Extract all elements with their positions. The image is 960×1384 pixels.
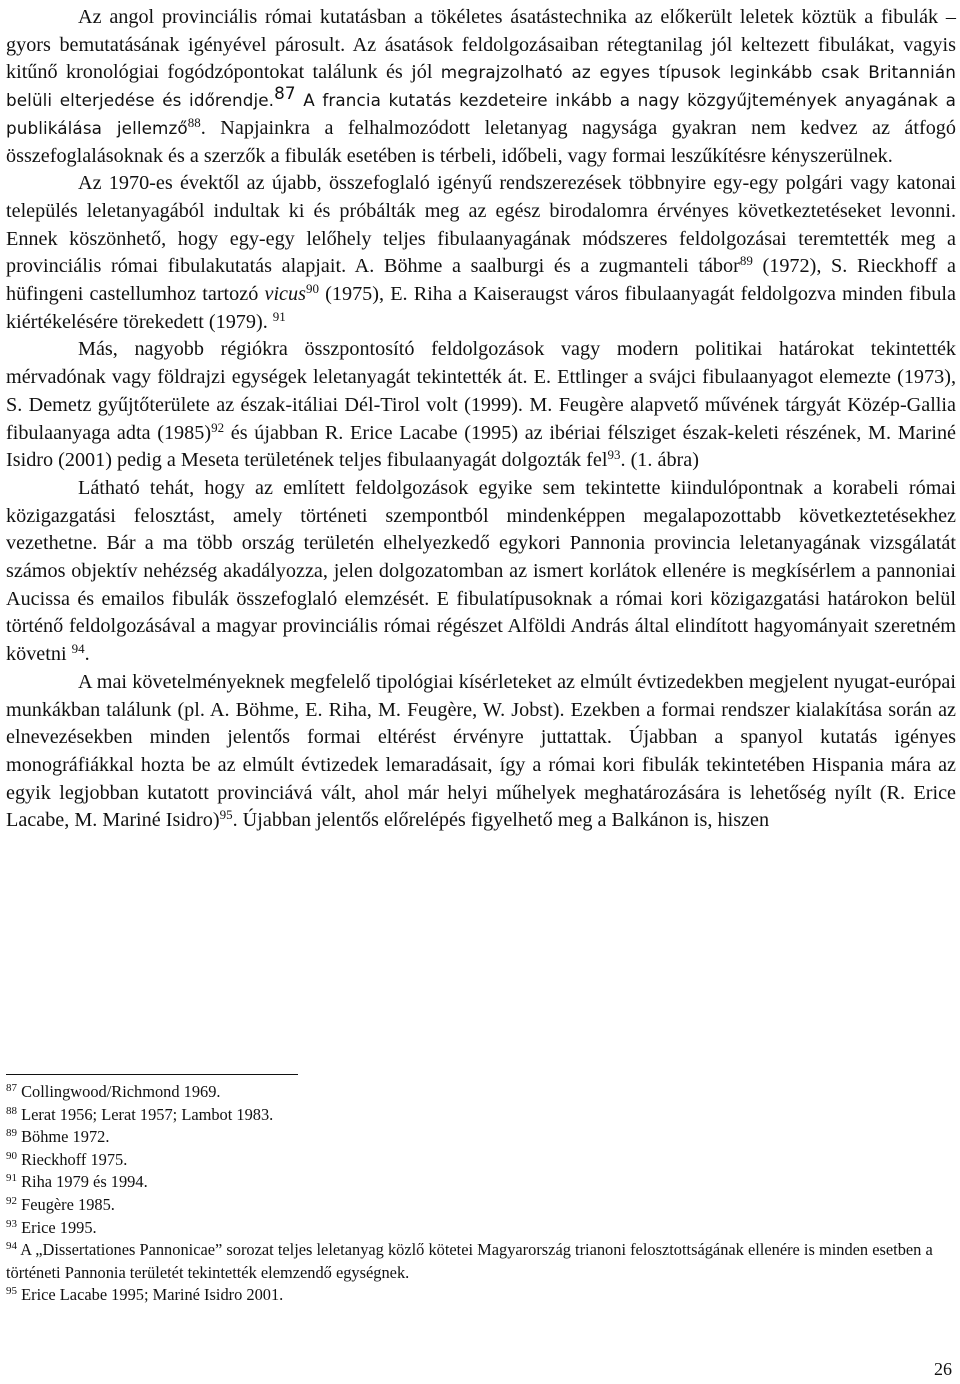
paragraph-5-text-a: A mai követelményeknek megfelelő tipológiai kísérleteket az elmúlt évtizedekben megjelent nyugat-európai munkákban találunk (pl. A. Böhme, E. Riha, M. Feugère, W. Jobst). Ezekben a formai rendszer kialakítása során az elnevezésekben minden jelentős formai eltérést érvényre juttattak. Újabban a spanyol kutatás igényes monográfiákkal hozta be az elmúlt évtizedek lemaradásait, így a római kori fibulák tekintetében Hispania mára az egyik legjobban kutatott provinciává vált, ahol már helyi műhelyek meghatározására is lehetőség nyílt (R. Erice Lacabe, M. Mariné Isidro) xyxy=(6,670,956,832)
paragraph-2-text-c: (1975), E. Riha a Kaiseraugst város fibulaanyagát feldolgozva minden fibula kiértékelésére törekedett (1979). xyxy=(6,283,956,333)
footnote-87 xyxy=(6,1081,956,1104)
page-number: 26 xyxy=(934,1359,952,1379)
footnote-92 xyxy=(6,1194,956,1217)
footnote-90 xyxy=(6,1149,956,1172)
paragraph-3-text-a: Más, nagyobb régiókra összpontosító feldolgozások vagy modern politikai határokat tekintették mérvadónak vagy földrajzi egységek leletanyagát tekintették át. E. Ettlinger a svájci fibulaanyagot elemezte (1973), S. Demetz gyűjtőterülete az észak-itáliai Dél-Tirol volt (1999). M. Feugère alapvető művének tárgyát Közép-Gallia fibulaanyaga adta (1985) xyxy=(6,338,956,444)
footnote-text: A „Dissertationes Pannonicae” sorozat teljes leletanyag közlő kötetei Magyarország trianoni felosztottságának ellenére is minden esetben a történeti Pannonia területét tekintették elemzendő egységnek. xyxy=(6,1240,933,1282)
paragraph-4-text-a: Látható tehát, hogy az említett feldolgozások egyike sem tekintette kiindulópontnak a korabeli római közigazgatási felosztást, amely történeti szempontból mindenképpen megalapozottabb következtetésekhez vezethetne. Bár a ma több ország területén elhelyezkedő egykori Pannonia provincia leletanyagának vizsgálatát számos objektív nehézség akadályozza, jelen dolgozatomban az ismert korlátok ellenére is megkísérlem a pannoniai Aucissa és emailos fibulák összefoglaló elemzését. E fibulatípusoknak a római kori közigazgatási határokon belül történő feldolgozásával a magyar provinciális római régészet Alföldi András által elindított hagyományait szeretném követni xyxy=(6,476,956,666)
footnote-text: Lerat 1956; Lerat 1957; Lambot 1983. xyxy=(21,1104,274,1124)
footnote-number: 88 xyxy=(6,1104,17,1117)
footnote-ref-89[interactable]: 89 xyxy=(739,253,753,269)
footnote-ref-93[interactable]: 93 xyxy=(607,447,621,463)
paragraph-4-text-b: . xyxy=(84,643,90,666)
paragraph-1-sans-text-a: megrajzolható az egyes típusok leginkább csak Britannián belüli elterjedése és időrendje. xyxy=(6,62,956,111)
paragraph-2-text-b: (1972), S. Rieckhoff a hüfingeni castellumhoz tartozó xyxy=(6,255,956,306)
footnote-number: 89 xyxy=(6,1127,17,1140)
paragraph-1-text-a: Az angol provinciális római kutatásban a tökéletes ásatástechnika az előkerült leletek köztük a fibulák – gyors bemutatásának igényével párosult. Az ásatások feldolgozásaiban rétegtanilag jól keltezett fibulákat, vagyis kitűnő kronológiai fogódzópontokat találunk és jól xyxy=(6,6,956,84)
footnotes-section xyxy=(6,1081,956,1307)
footnote-text: Riha 1979 és 1994. xyxy=(21,1172,148,1192)
paragraph-5 xyxy=(6,669,956,835)
footnote-ref-91[interactable]: 91 xyxy=(272,308,286,324)
paragraph-3-text-b: és újabban R. Erice Lacabe (1995) az ibériai félsziget észak-keleti részének, M. Mariné Isidro (2001) pedig a Meseta területének teljes fibulaanyagát dolgozták fel xyxy=(6,421,956,472)
footnote-number: 95 xyxy=(6,1285,17,1298)
footnote-89 xyxy=(6,1126,956,1149)
footnote-text: Feugère 1985. xyxy=(21,1194,115,1214)
main-text xyxy=(6,4,956,835)
footnote-ref-92[interactable]: 92 xyxy=(211,419,225,435)
footnote-number: 94 xyxy=(6,1240,17,1253)
footnote-93 xyxy=(6,1217,956,1240)
footnote-text: Böhme 1972. xyxy=(21,1127,110,1147)
footnote-number: 93 xyxy=(6,1217,17,1230)
footnote-text: Rieckhoff 1975. xyxy=(21,1149,128,1169)
footnote-ref-90[interactable]: 90 xyxy=(305,281,319,297)
footnote-ref-88[interactable]: 88 xyxy=(187,114,201,130)
paragraph-1-sans-text-b: A francia kutatás kezdeteire inkább a nagy közgyűjtemények anyagának a publikálása jellemző xyxy=(6,90,956,138)
footnote-88 xyxy=(6,1104,956,1127)
footnote-number: 87 xyxy=(6,1082,17,1094)
paragraph-5-text-b: . Újabban jelentős előrelépés figyelhető meg a Balkánon is, hiszen xyxy=(232,809,770,832)
paragraph-2 xyxy=(6,170,956,336)
footnote-number: 90 xyxy=(6,1149,17,1162)
footnote-separator xyxy=(6,1074,298,1075)
footnote-number: 91 xyxy=(6,1172,17,1185)
paragraph-4 xyxy=(6,475,956,669)
footnote-95 xyxy=(6,1284,956,1307)
footnote-number: 92 xyxy=(6,1194,17,1207)
footnote-94 xyxy=(6,1239,956,1284)
paragraph-3-text-c: . (1. ábra) xyxy=(620,449,699,472)
paragraph-2-italic-term: vicus xyxy=(264,283,306,306)
footnote-text: Collingwood/Richmond 1969. xyxy=(21,1082,221,1101)
paragraph-2-text-a: Az 1970-es évektől az újabb, összefoglaló igényű rendszerezések többnyire egy-egy polgári vagy katonai település leletanyagából indultak ki és próbálták meg az egész birodalomra érvényes következtetéseket levonni. Ennek köszönhető, hogy egy-egy lelőhely teljes fibulaanyagának módszeres feldolgozásai teremtették meg a provinciális római fibulakutatás alapjait. A. Böhme a saalburgi és a zugmanteli tábor xyxy=(6,172,956,278)
paragraph-3 xyxy=(6,336,956,475)
footnote-91 xyxy=(6,1171,956,1194)
paragraph-1-text-b: . Napjainkra a felhalmozódott leletanyag nagysága gyakran nem kedvez az átfogó összefoglalásoknak és a szerzők a fibulák esetében is térbeli, időbeli, vagy formai leszűkítésre kényszerülnek. xyxy=(6,116,956,167)
footnote-text: Erice 1995. xyxy=(21,1217,97,1237)
footnote-text: Erice Lacabe 1995; Mariné Isidro 2001. xyxy=(21,1285,284,1305)
page-body xyxy=(6,4,956,835)
footnote-ref-94[interactable]: 94 xyxy=(71,641,85,657)
footnote-ref-87[interactable]: 87 xyxy=(274,83,296,104)
paragraph-1 xyxy=(6,4,956,170)
footnote-ref-95[interactable]: 95 xyxy=(219,807,233,823)
